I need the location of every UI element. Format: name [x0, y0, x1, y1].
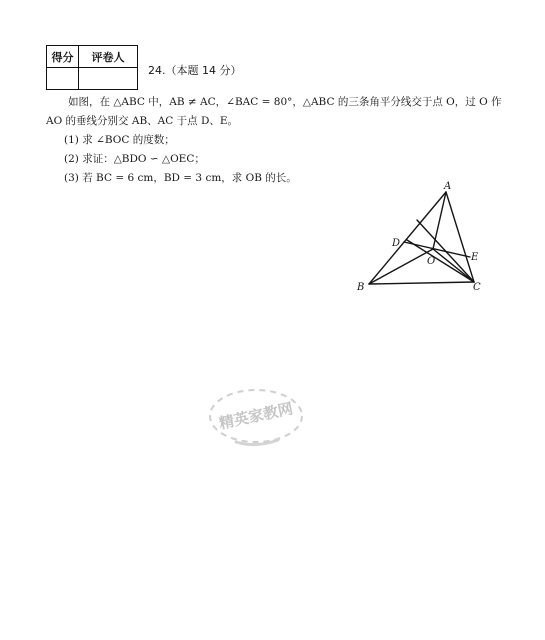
problem-intro-line-2: AO 的垂线分别交 AB、AC 于点 D、E。: [46, 115, 239, 127]
label-a: A: [444, 181, 452, 192]
watermark-text: 精英家教网: [217, 399, 295, 433]
watermark-stamp: [206, 384, 306, 450]
label-c: C: [473, 282, 481, 293]
score-table: [46, 45, 138, 90]
score-cell: [47, 68, 79, 90]
grader-cell: [79, 68, 138, 90]
problem-text: [46, 93, 506, 188]
part-2: (2) 求证：△BDO ∽ △OEC；: [64, 153, 205, 165]
label-b: B: [357, 282, 365, 293]
part-3: (3) 若 BC = 6 cm，BD = 3 cm，求 OB 的长。: [64, 172, 297, 184]
part-1: (1) 求 ∠BOC 的度数；: [64, 134, 175, 146]
segment-ac: [446, 192, 474, 282]
problem-intro-line-1: 如图，在 △ABC 中，AB ≠ AC，∠BAC = 80°，△ABC 的三条角平分线交于点 O，过 O 作: [68, 96, 502, 108]
score-header: 得分: [47, 46, 79, 68]
label-e: E: [471, 252, 479, 263]
question-title: 24.（本题 14 分）: [148, 64, 242, 77]
segment-bo: [369, 249, 436, 284]
segment-bc: [369, 282, 474, 284]
label-d: D: [392, 238, 401, 249]
label-o: O: [427, 256, 436, 267]
geometry-figure: [352, 180, 502, 300]
grader-header: 评卷人: [79, 46, 138, 68]
